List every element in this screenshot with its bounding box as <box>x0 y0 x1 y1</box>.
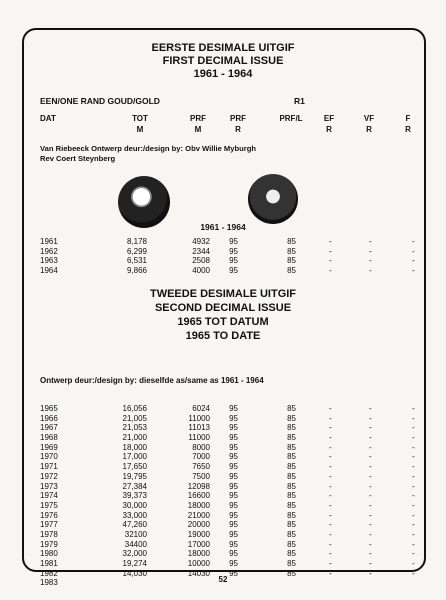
cell-vf-price: - <box>369 500 372 510</box>
title-english-first: FIRST DECIMAL ISSUE <box>162 55 284 67</box>
cell-year: 1976 <box>40 510 58 520</box>
cell-vf-price: - <box>369 520 372 530</box>
cell-f-price: - <box>412 237 415 246</box>
cell-ef-price: - <box>329 423 332 433</box>
cell-total-mintage: 8,178 <box>126 237 147 246</box>
cell-f-price: - <box>412 539 415 549</box>
title-english-second: SECOND DECIMAL ISSUE <box>154 302 292 314</box>
cell-year: 1981 <box>40 559 58 568</box>
cell-vf-price: - <box>369 266 372 276</box>
cell-proof-mintage: 21000 <box>187 510 210 520</box>
cell-f-price: - <box>412 471 415 481</box>
cell-ef-price: - <box>329 442 332 452</box>
cell-proof-l-price: 85 <box>287 246 296 256</box>
cell-f-price: - <box>412 442 415 452</box>
cell-ef-price: - <box>329 246 332 256</box>
cell-total-mintage: 14,030 <box>122 568 147 578</box>
cell-proof-l-price: 85 <box>287 452 296 462</box>
cell-f-price: - <box>412 452 415 462</box>
cell-proof-mintage: 16600 <box>187 491 210 501</box>
cell-year: 1970 <box>40 452 58 462</box>
cell-total-mintage: 34400 <box>124 539 147 549</box>
title-afrikaans-date: 1965 TOT DATUM <box>177 316 269 328</box>
cell-year: 1964 <box>40 266 58 276</box>
cell-proof-l-price: 85 <box>287 256 296 266</box>
table-row <box>40 491 420 501</box>
cell-year: 1980 <box>40 549 58 559</box>
cell-f-price: - <box>412 404 415 413</box>
title-afrikaans-second: TWEEDE DESIMALE UITGIF <box>149 288 297 300</box>
table-row <box>40 540 420 550</box>
col-vf: VF R <box>363 114 375 134</box>
cell-total-mintage: 9,866 <box>126 266 147 276</box>
cell-total-mintage: 17,650 <box>122 462 147 472</box>
cell-total-mintage: 19,274 <box>122 559 147 568</box>
page-number: 52 <box>218 575 228 584</box>
cell-year: 1972 <box>40 471 58 481</box>
cell-f-price: - <box>412 423 415 433</box>
coin-obverse-image <box>118 176 170 228</box>
table-row <box>40 472 420 482</box>
cell-f-price: - <box>412 481 415 491</box>
cell-proof-mintage: 18000 <box>187 549 210 559</box>
cell-f-price: - <box>412 559 415 568</box>
cell-total-mintage: 33,000 <box>122 510 147 520</box>
table-row <box>40 414 420 424</box>
cell-vf-price: - <box>369 559 372 568</box>
cell-vf-price: - <box>369 442 372 452</box>
cell-total-mintage: 39,373 <box>122 491 147 501</box>
cell-proof-mintage: 4932 <box>192 237 210 246</box>
table-row <box>40 443 420 453</box>
cell-proof-price: 95 <box>229 433 238 443</box>
cell-proof-l-price: 85 <box>287 266 296 276</box>
cell-total-mintage: 17,000 <box>122 452 147 462</box>
cell-f-price: - <box>412 500 415 510</box>
cell-year: 1971 <box>40 462 58 472</box>
cell-proof-price: 95 <box>229 568 238 578</box>
cell-total-mintage: 30,000 <box>122 500 147 510</box>
cell-proof-l-price: 85 <box>287 442 296 452</box>
cell-vf-price: - <box>369 462 372 472</box>
cell-proof-price: 95 <box>229 481 238 491</box>
cell-proof-price: 95 <box>229 246 238 256</box>
cell-vf-price: - <box>369 237 372 246</box>
table-row <box>40 256 420 266</box>
cell-ef-price: - <box>329 500 332 510</box>
cell-proof-price: 95 <box>229 404 238 413</box>
cell-proof-price: 95 <box>229 471 238 481</box>
cell-vf-price: - <box>369 433 372 443</box>
cell-ef-price: - <box>329 404 332 413</box>
cell-ef-price: - <box>329 471 332 481</box>
cell-proof-price: 95 <box>229 529 238 539</box>
cell-f-price: - <box>412 520 415 530</box>
cell-total-mintage: 27,384 <box>122 481 147 491</box>
cell-proof-l-price: 85 <box>287 568 296 578</box>
cell-vf-price: - <box>369 452 372 462</box>
cell-year: 1982 <box>40 568 58 578</box>
cell-year: 1967 <box>40 423 58 433</box>
cell-year: 1973 <box>40 481 58 491</box>
cell-proof-l-price: 85 <box>287 481 296 491</box>
cell-year: 1983 <box>40 578 58 588</box>
cell-vf-price: - <box>369 568 372 578</box>
cell-total-mintage: 18,000 <box>122 442 147 452</box>
cell-year: 1979 <box>40 539 58 549</box>
cell-vf-price: - <box>369 481 372 491</box>
cell-proof-mintage: 4000 <box>192 266 210 276</box>
cell-ef-price: - <box>329 549 332 559</box>
cell-proof-price: 95 <box>229 539 238 549</box>
cell-vf-price: - <box>369 246 372 256</box>
cell-ef-price: - <box>329 481 332 491</box>
cell-ef-price: - <box>329 237 332 246</box>
col-prf-r: PRF R <box>230 114 246 134</box>
cell-proof-l-price: 85 <box>287 462 296 472</box>
cell-proof-price: 95 <box>229 510 238 520</box>
cell-proof-mintage: 8000 <box>192 442 210 452</box>
cell-year: 1969 <box>40 442 58 452</box>
cell-total-mintage: 19,795 <box>122 471 147 481</box>
cell-proof-l-price: 85 <box>287 423 296 433</box>
cell-proof-l-price: 85 <box>287 404 296 413</box>
table-row <box>40 452 420 462</box>
cell-proof-l-price: 85 <box>287 433 296 443</box>
table-row <box>40 462 420 472</box>
table-row <box>40 404 420 414</box>
cell-proof-price: 95 <box>229 549 238 559</box>
cell-proof-l-price: 85 <box>287 510 296 520</box>
cell-proof-l-price: 85 <box>287 491 296 501</box>
denomination: EEN/ONE RAND GOUD/GOLD <box>40 96 160 106</box>
cell-proof-l-price: 85 <box>287 529 296 539</box>
cell-total-mintage: 21,053 <box>122 423 147 433</box>
cell-year: 1978 <box>40 529 58 539</box>
cell-proof-price: 95 <box>229 266 238 276</box>
cell-total-mintage: 21,005 <box>122 413 147 423</box>
table-row <box>40 501 420 511</box>
cell-proof-price: 95 <box>229 237 238 246</box>
title-english-date: 1965 TO DATE <box>185 330 261 342</box>
cell-vf-price: - <box>369 539 372 549</box>
cell-proof-mintage: 7500 <box>192 471 210 481</box>
cell-f-price: - <box>412 549 415 559</box>
cell-f-price: - <box>412 266 415 276</box>
cell-proof-mintage: 11000 <box>188 433 210 443</box>
cell-ef-price: - <box>329 462 332 472</box>
cell-ef-price: - <box>329 266 332 276</box>
cell-proof-price: 95 <box>229 500 238 510</box>
col-prf-m: PRF M <box>190 114 206 134</box>
coin-reverse-image <box>248 174 298 224</box>
cell-total-mintage: 6,531 <box>126 256 147 266</box>
cell-proof-price: 95 <box>229 413 238 423</box>
cell-year: 1961 <box>40 237 58 246</box>
table-row <box>40 247 420 257</box>
cell-vf-price: - <box>369 471 372 481</box>
cell-proof-mintage: 12098 <box>187 481 210 491</box>
cell-total-mintage: 21,000 <box>122 433 147 443</box>
cell-f-price: - <box>412 568 415 578</box>
cell-proof-price: 95 <box>229 256 238 266</box>
cell-proof-l-price: 85 <box>287 520 296 530</box>
cell-vf-price: - <box>369 413 372 423</box>
cell-total-mintage: 32,000 <box>122 549 147 559</box>
cell-proof-mintage: 18000 <box>187 500 210 510</box>
table-row <box>40 511 420 521</box>
cell-ef-price: - <box>329 491 332 501</box>
cell-ef-price: - <box>329 510 332 520</box>
cell-total-mintage: 6,299 <box>126 246 147 256</box>
cell-proof-mintage: 10000 <box>187 559 210 568</box>
cell-ef-price: - <box>329 529 332 539</box>
cell-proof-price: 95 <box>229 423 238 433</box>
cell-vf-price: - <box>369 423 372 433</box>
cell-ef-price: - <box>329 413 332 423</box>
table-row <box>40 423 420 433</box>
col-tot: TOT M <box>132 114 148 134</box>
cell-year: 1966 <box>40 413 58 423</box>
cell-vf-price: - <box>369 529 372 539</box>
col-prf-l: PRF/L <box>279 114 303 123</box>
cell-total-mintage: 32100 <box>124 529 147 539</box>
cell-proof-mintage: 2344 <box>192 246 210 256</box>
cell-proof-mintage: 14030 <box>187 568 210 578</box>
cell-proof-mintage: 6024 <box>192 404 210 413</box>
cell-f-price: - <box>412 510 415 520</box>
denomination-code: R1 <box>294 96 305 106</box>
cell-f-price: - <box>412 529 415 539</box>
cell-vf-price: - <box>369 491 372 501</box>
cell-year: 1968 <box>40 433 58 443</box>
col-ef: EF R <box>323 114 335 134</box>
cell-proof-l-price: 85 <box>287 549 296 559</box>
cell-proof-price: 95 <box>229 559 238 568</box>
cell-ef-price: - <box>329 433 332 443</box>
design-credits-second: Ontwerp deur:/design by: dieselfde as/same as 1961 - 1964 <box>40 376 264 385</box>
cell-proof-mintage: 7000 <box>192 452 210 462</box>
cell-ef-price: - <box>329 539 332 549</box>
table-row <box>40 530 420 540</box>
cell-proof-price: 95 <box>229 520 238 530</box>
cell-f-price: - <box>412 491 415 501</box>
cell-proof-l-price: 85 <box>287 559 296 568</box>
mintage-table-second <box>40 404 420 588</box>
cell-proof-l-price: 85 <box>287 413 296 423</box>
table-row <box>40 266 420 276</box>
table-row <box>40 237 420 247</box>
cell-f-price: - <box>412 256 415 266</box>
cell-total-mintage: 16,056 <box>122 404 147 413</box>
cell-proof-l-price: 85 <box>287 471 296 481</box>
cell-year: 1974 <box>40 491 58 501</box>
cell-ef-price: - <box>329 559 332 568</box>
cell-f-price: - <box>412 413 415 423</box>
cell-proof-l-price: 85 <box>287 539 296 549</box>
cell-ef-price: - <box>329 520 332 530</box>
cell-proof-mintage: 20000 <box>187 520 210 530</box>
table-row <box>40 433 420 443</box>
cell-year: 1963 <box>40 256 58 266</box>
cell-proof-mintage: 7650 <box>192 462 210 472</box>
table-row <box>40 482 420 492</box>
cell-f-price: - <box>412 246 415 256</box>
cell-vf-price: - <box>369 549 372 559</box>
col-dat: DAT <box>40 114 56 123</box>
cell-f-price: - <box>412 462 415 472</box>
cell-year: 1975 <box>40 500 58 510</box>
cell-proof-price: 95 <box>229 442 238 452</box>
table-row <box>40 549 420 559</box>
coin-caption: 1961 - 1964 <box>200 222 246 232</box>
cell-ef-price: - <box>329 256 332 266</box>
cell-proof-mintage: 2508 <box>192 256 210 266</box>
cell-ef-price: - <box>329 452 332 462</box>
cell-ef-price: - <box>329 568 332 578</box>
cell-vf-price: - <box>369 256 372 266</box>
cell-year: 1962 <box>40 246 58 256</box>
cell-proof-l-price: 85 <box>287 237 296 246</box>
title-years-first: 1961 - 1964 <box>193 68 253 80</box>
cell-proof-price: 95 <box>229 491 238 501</box>
cell-proof-price: 95 <box>229 452 238 462</box>
cell-vf-price: - <box>369 510 372 520</box>
cell-proof-mintage: 19000 <box>187 529 210 539</box>
cell-vf-price: - <box>369 404 372 413</box>
title-afrikaans-first: EERSTE DESIMALE UITGIF <box>151 42 295 54</box>
cell-proof-mintage: 11013 <box>188 423 210 433</box>
table-row <box>40 520 420 530</box>
col-f: F R <box>405 114 411 134</box>
cell-total-mintage: 47,260 <box>122 520 147 530</box>
cell-year: 1965 <box>40 404 58 413</box>
design-credits: Van Riebeeck Ontwerp deur:/design by: Obv Willie Myburgh Rev Coert Steynberg <box>40 144 256 163</box>
cell-proof-l-price: 85 <box>287 500 296 510</box>
cell-proof-mintage: 17000 <box>187 539 210 549</box>
cell-f-price: - <box>412 433 415 443</box>
table-row <box>40 559 420 569</box>
cell-proof-price: 95 <box>229 462 238 472</box>
mintage-table-first <box>40 237 420 276</box>
cell-year: 1977 <box>40 520 58 530</box>
cell-proof-mintage: 11000 <box>188 413 210 423</box>
